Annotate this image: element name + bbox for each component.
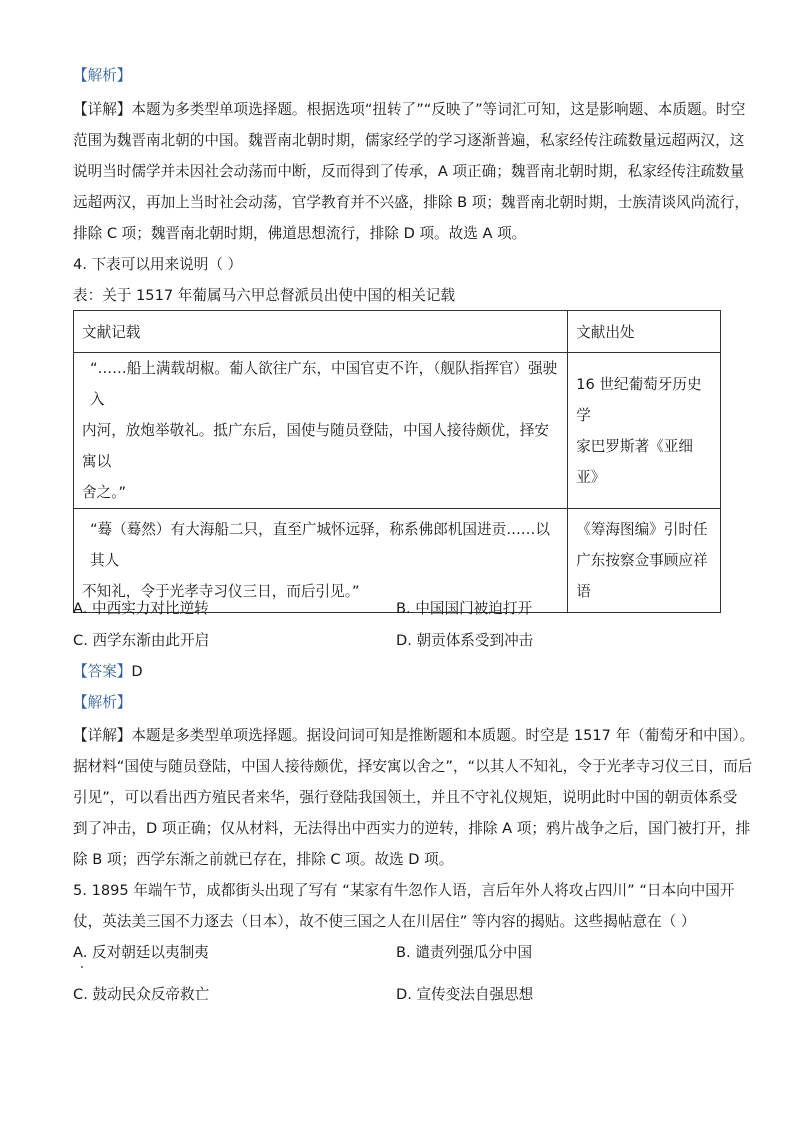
record-line: “蓦（蓦然）有大海船二只，直至广城怀远驿，称系佛郎机国进贡……以其人 <box>90 521 550 569</box>
table-header-record: 文献记载 <box>74 311 568 353</box>
table-row <box>74 353 721 509</box>
record-line: 不知礼，令于光孝寺习仪三日，而后引见。” <box>82 583 360 600</box>
source-line: 《筹海图编》引时任 <box>576 521 708 538</box>
q5-option-a: A. 反对朝廷以夷制夷 <box>73 944 209 961</box>
q4-table-caption: 表：关于 1517 年葡属马六甲总督派员出使中国的相关记载 <box>73 287 456 304</box>
q4-detail-line: 到了冲击，D 项正确；仅从材料，无法得出中西实力的逆转，排除 A 项；鸦片战争之后，国门被打开，排 <box>73 820 751 837</box>
source-line: 广东按察佥事顾应祥 <box>576 552 708 569</box>
record-line: 舍之。” <box>82 484 127 501</box>
q3-jiexi-label: 【解析】 <box>73 67 132 84</box>
q4-detail-line: 【详解】本题是多类型单项选择题。据设问词可知是推断题和本质题。时空是 1517 年（葡萄牙和中国）。 <box>73 727 755 744</box>
table-cell-source <box>568 509 721 613</box>
table-cell-record <box>74 353 568 509</box>
table-cell-record <box>74 509 568 613</box>
q4-detail-line: 除 B 项；西学东渐之前就已存在，排除 C 项。故选 D 项。 <box>73 851 454 868</box>
q5-stem-line: 5. 1895 年端午节，成都街头出现了写有 “某家有牛忽作人语，言后年外人将攻占四川” “日本向中国开 <box>73 882 735 899</box>
q4-answer-label: 【答案】 <box>73 663 132 680</box>
q4-answer <box>73 662 723 682</box>
table-cell-source <box>568 353 721 509</box>
source-line: 家巴罗斯著《亚细 <box>576 437 693 455</box>
table-header-source: 文献出处 <box>568 311 721 353</box>
q3-detail-line: 远超两汉，再加上当时社会动荡，官学教育并不兴盛，排除 B 项；魏晋南北朝时期，士族清谈风尚流行， <box>73 194 750 211</box>
q4-answer-value: D <box>131 663 143 680</box>
q3-detail-line: 说明当时儒学并未因社会动荡而中断，反而得到了传承，A 项正确；魏晋南北朝时期，私家经传注疏数量 <box>73 163 745 180</box>
table-row <box>74 509 721 613</box>
record-line: “……船上满载胡椒。葡人欲往广东，中国官吏不许，（舰队指挥官）强驶入 <box>90 360 558 408</box>
q5-option-b: B. 谴责列强瓜分中国 <box>396 944 533 961</box>
q4-option-b: B. 中国国门被迫打开 <box>396 600 533 617</box>
q4-stem: 4. 下表可以用来说明（ ） <box>73 256 243 273</box>
source-line: 亚》 <box>576 468 606 486</box>
stray-dot <box>81 966 83 968</box>
q5-option-d: D. 宣传变法自强思想 <box>396 986 534 1003</box>
q4-record-table <box>73 310 721 613</box>
q5-stem-line: 仗，英法美三国不力逐去（日本），故不使三国之人在川居住” 等内容的揭贴。这些揭帖意在（ ） <box>73 913 696 930</box>
q4-jiexi-label: 【解析】 <box>73 694 132 711</box>
table-header-row <box>74 311 721 353</box>
q3-detail-line: 排除 C 项；魏晋南北朝时期，佛道思想流行，排除 D 项。故选 A 项。 <box>73 225 527 242</box>
q3-detail-line: 范围为魏晋南北朝的中国。魏晋南北朝时期，儒家经学的学习逐渐普遍，私家经传注疏数量远超两汉，这 <box>73 132 745 149</box>
q4-detail-line: 据材料“国使与随员登陆，中国人接待颇优，择安寓以舍之”，“以其人不知礼，令于光孝寺习仪三日，而后 <box>73 758 753 775</box>
source-line: 16 世纪葡萄牙历史学 <box>576 375 702 424</box>
q4-option-c: C. 西学东渐由此开启 <box>73 632 210 649</box>
q4-detail-line: 引见”，可以看出西方殖民者来华，强行登陆我国领土，并且不守礼仪规矩，说明此时中国的朝贡体系受 <box>73 789 738 806</box>
q4-option-d: D. 朝贡体系受到冲击 <box>396 632 534 649</box>
record-line: 内河，放炮举敬礼。抵广东后，国使与随员登陆，中国人接待颇优，择安寓以 <box>82 422 550 470</box>
q3-detail-line: 【详解】本题为多类型单项选择题。根据选项“扭转了”“反映了”等词汇可知，这是影响题、本质题。时空 <box>73 101 746 118</box>
q4-option-a: A. 中西实力对比逆转 <box>73 600 209 617</box>
q5-option-c: C. 鼓动民众反帝救亡 <box>73 986 210 1003</box>
source-line: 语 <box>576 583 591 600</box>
